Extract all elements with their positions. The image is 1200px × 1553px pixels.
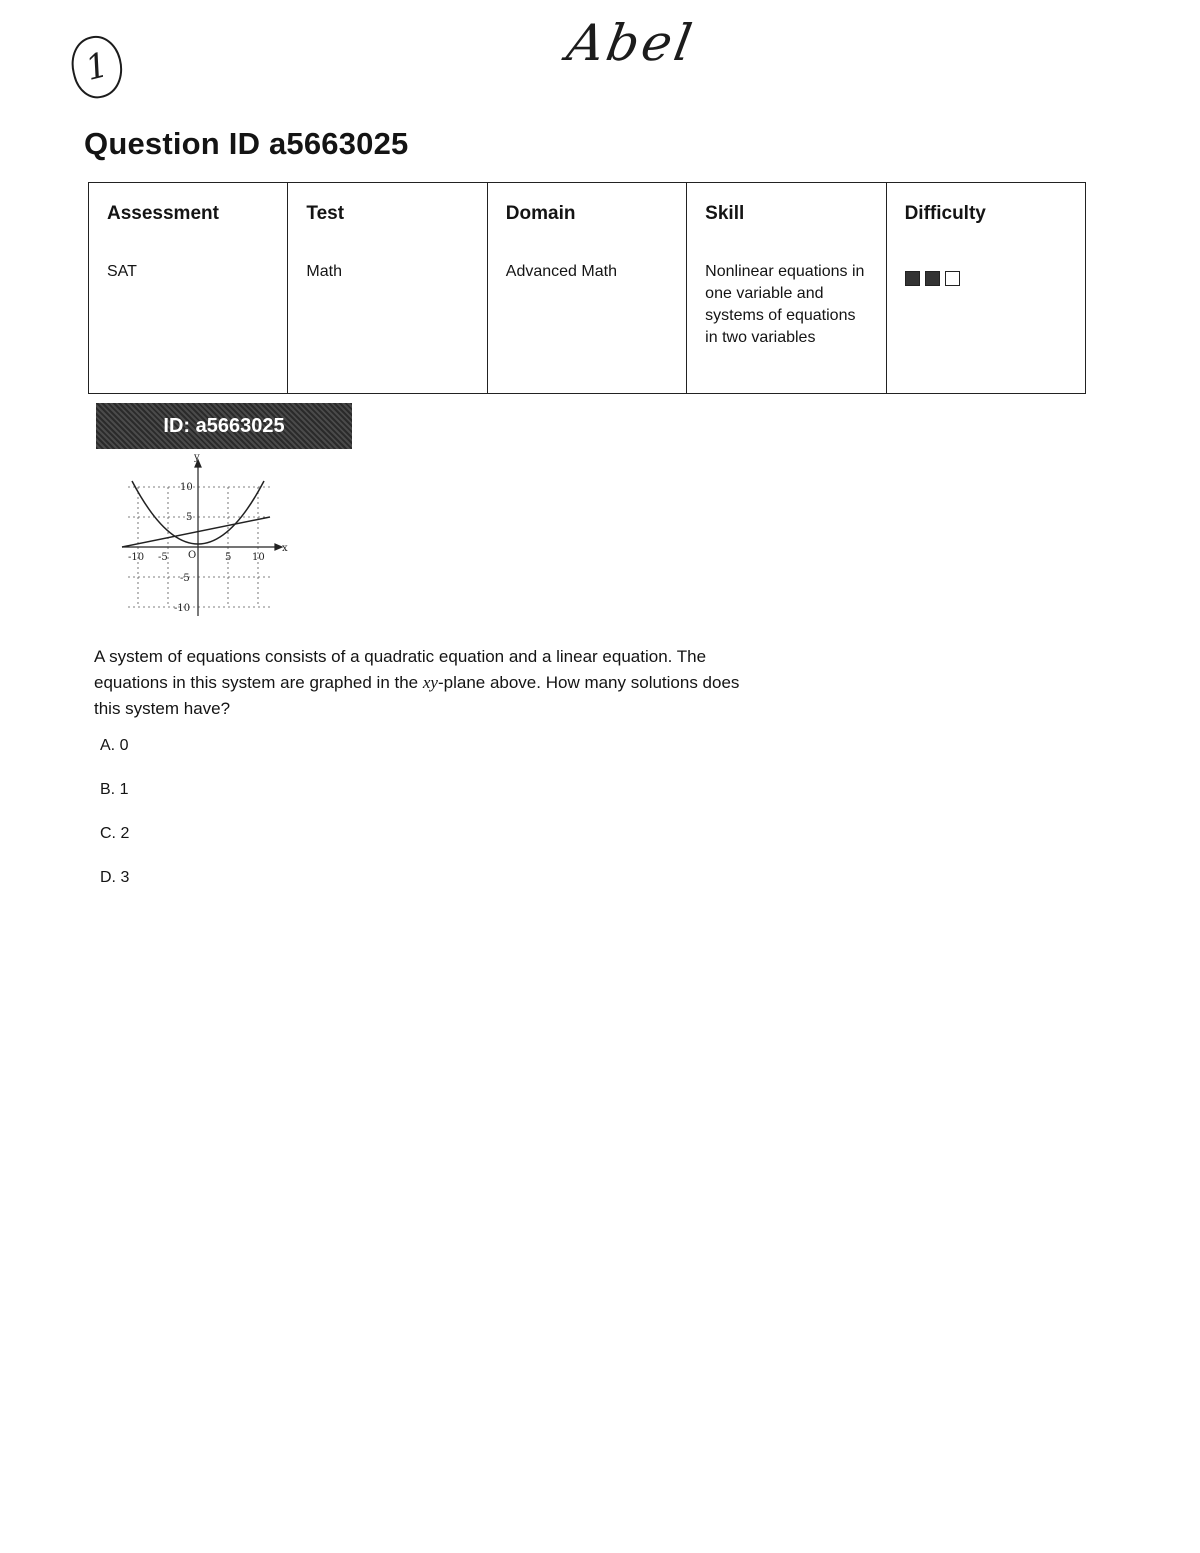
x-tick-label: -10 [128,552,145,563]
domain-cell [487,183,686,394]
linear-line [122,517,270,547]
skill-cell [687,183,886,394]
page-title: Question ID a5663025 [84,126,409,161]
choice-d[interactable]: D. 3 [100,869,130,886]
difficulty-cell [886,183,1085,394]
test-cell [288,183,487,394]
x-axis-label: x [282,543,288,554]
skill-value: Nonlinear equations in one variable and systems of equations in two variables [705,263,865,346]
domain-value: Advanced Math [505,263,617,280]
skill-header: Skill [705,203,745,224]
choice-a[interactable]: A. 0 [100,737,129,754]
question-text: A system of equations consists of a quadratic equation and a linear equation. The equations in this system are graphed in the xy-plane above. How many solutions does this system have? [94,647,740,718]
xy-italic: xy [422,673,438,692]
assessment-value: SAT [107,263,137,280]
difficulty-indicator [905,261,1067,286]
x-tick-label: 10 [252,552,265,563]
question-metadata-table [88,182,1086,394]
y-tick-label: -5 [180,573,190,584]
test-value: Math [306,263,342,280]
y-tick-label: 10 [180,482,193,493]
difficulty-box [945,271,960,286]
handwritten-number: 1 [65,31,129,103]
test-header: Test [306,203,345,224]
x-axis-arrow [275,544,282,550]
y-tick-label: -10 [174,603,191,614]
difficulty-box [905,271,920,286]
y-axis-label: y [194,452,200,463]
domain-header: Domain [505,203,576,224]
assessment-header: Assessment [107,203,219,224]
x-tick-label: -5 [158,552,168,563]
question-id-badge: ID: a5663025 [96,403,352,449]
assessment-cell [89,183,288,394]
choice-b[interactable]: B. 1 [100,781,129,798]
origin-label: O [188,550,197,561]
y-tick-label: 5 [186,512,193,523]
choice-c[interactable]: C. 2 [100,825,130,842]
x-tick-label: 5 [225,552,232,563]
difficulty-header: Difficulty [904,203,986,224]
quadratic-linear-graph [110,450,300,626]
difficulty-box [925,271,940,286]
handwritten-name: Abel [562,14,699,72]
